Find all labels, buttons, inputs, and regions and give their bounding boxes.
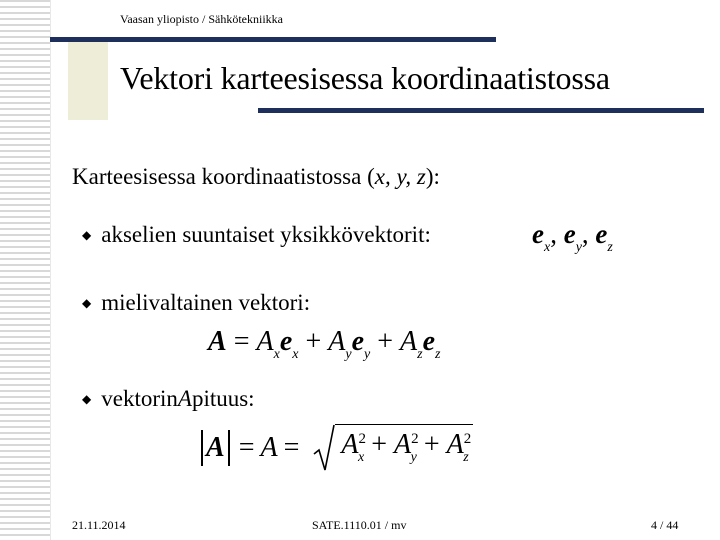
vector-formula (208, 326, 441, 363)
diamond-bullet-icon: ◆ (82, 228, 92, 242)
coef: A (328, 326, 346, 357)
square-root (313, 424, 472, 472)
bullet-label-post: pituus: (191, 386, 255, 411)
footer-course: SATE.1110.01 / mv (312, 518, 407, 532)
exp: 2 (411, 431, 419, 447)
coef: A (256, 326, 274, 357)
intro-vars: x, y, z (374, 164, 426, 189)
vec-a: A (206, 432, 225, 463)
sub: y (345, 347, 352, 362)
decorative-stripes (0, 0, 50, 540)
sub: x (292, 347, 299, 362)
diamond-bullet-icon: ◆ (82, 296, 92, 310)
plus: + (423, 429, 440, 460)
header-bar (50, 37, 496, 42)
plus: + (377, 326, 394, 357)
radical-sign-icon (313, 424, 335, 472)
bullet-var: A (177, 386, 192, 411)
unit-e: e (595, 219, 608, 249)
unit-e: e (532, 219, 544, 249)
length-formula (198, 424, 473, 472)
sub: z (435, 347, 441, 362)
bullet-vector-length (82, 386, 255, 412)
sub: y (364, 347, 371, 362)
coef: A (341, 429, 359, 460)
bullet-arbitrary-vector (82, 290, 310, 316)
coef: A (446, 429, 464, 460)
sub-x: x (543, 240, 551, 255)
scalar-a: A (260, 432, 278, 463)
sub: z (463, 450, 469, 465)
plus: + (371, 429, 388, 460)
bullet-label: mielivaltainen vektori: (101, 290, 311, 315)
root-body (335, 424, 472, 472)
title-underline-bar (258, 108, 704, 113)
plus: + (305, 326, 322, 357)
sub: z (417, 347, 423, 362)
unit: e (279, 326, 293, 357)
intro-text (72, 164, 440, 190)
sub: y (410, 450, 417, 465)
bullet-label-pre: vektorin (101, 386, 178, 411)
footer-date: 21.11.2014 (72, 518, 126, 532)
coef: A (400, 326, 418, 357)
intro-end: ): (425, 164, 440, 189)
coef: A (394, 429, 412, 460)
sub: x (273, 347, 280, 362)
vec-a: A (208, 326, 227, 357)
exp: 2 (358, 431, 366, 447)
sub: x (358, 450, 365, 465)
title-accent-block (68, 42, 108, 120)
exp: 2 (463, 431, 472, 447)
intro-label: Karteesisessa koordinaatistossa ( (72, 164, 375, 189)
header-org: Vaasan yliopisto / Sähkötekniikka (120, 12, 283, 26)
unit-e: e (563, 219, 576, 249)
footer-page-number: 4 / 44 (651, 518, 679, 532)
unit: e (351, 326, 365, 357)
unit-vectors-formula (532, 219, 613, 256)
unit: e (422, 326, 436, 357)
bullet-label: akselien suuntaiset yksikkövektorit: (101, 222, 431, 247)
stripe-edge (50, 0, 51, 540)
equals: = (283, 432, 300, 463)
abs-bar-right (228, 430, 230, 466)
slide-title: Vektori karteesisessa koordinaatistossa (120, 60, 610, 96)
equals: = (238, 432, 255, 463)
sub-y: y (575, 240, 582, 255)
diamond-bullet-icon: ◆ (82, 392, 92, 406)
equals: = (233, 326, 250, 357)
abs-bar-left (201, 430, 203, 466)
bullet-unit-vectors (82, 222, 431, 248)
sub-z: z (607, 240, 613, 255)
sep: , (581, 219, 596, 249)
sep: , (550, 219, 564, 249)
